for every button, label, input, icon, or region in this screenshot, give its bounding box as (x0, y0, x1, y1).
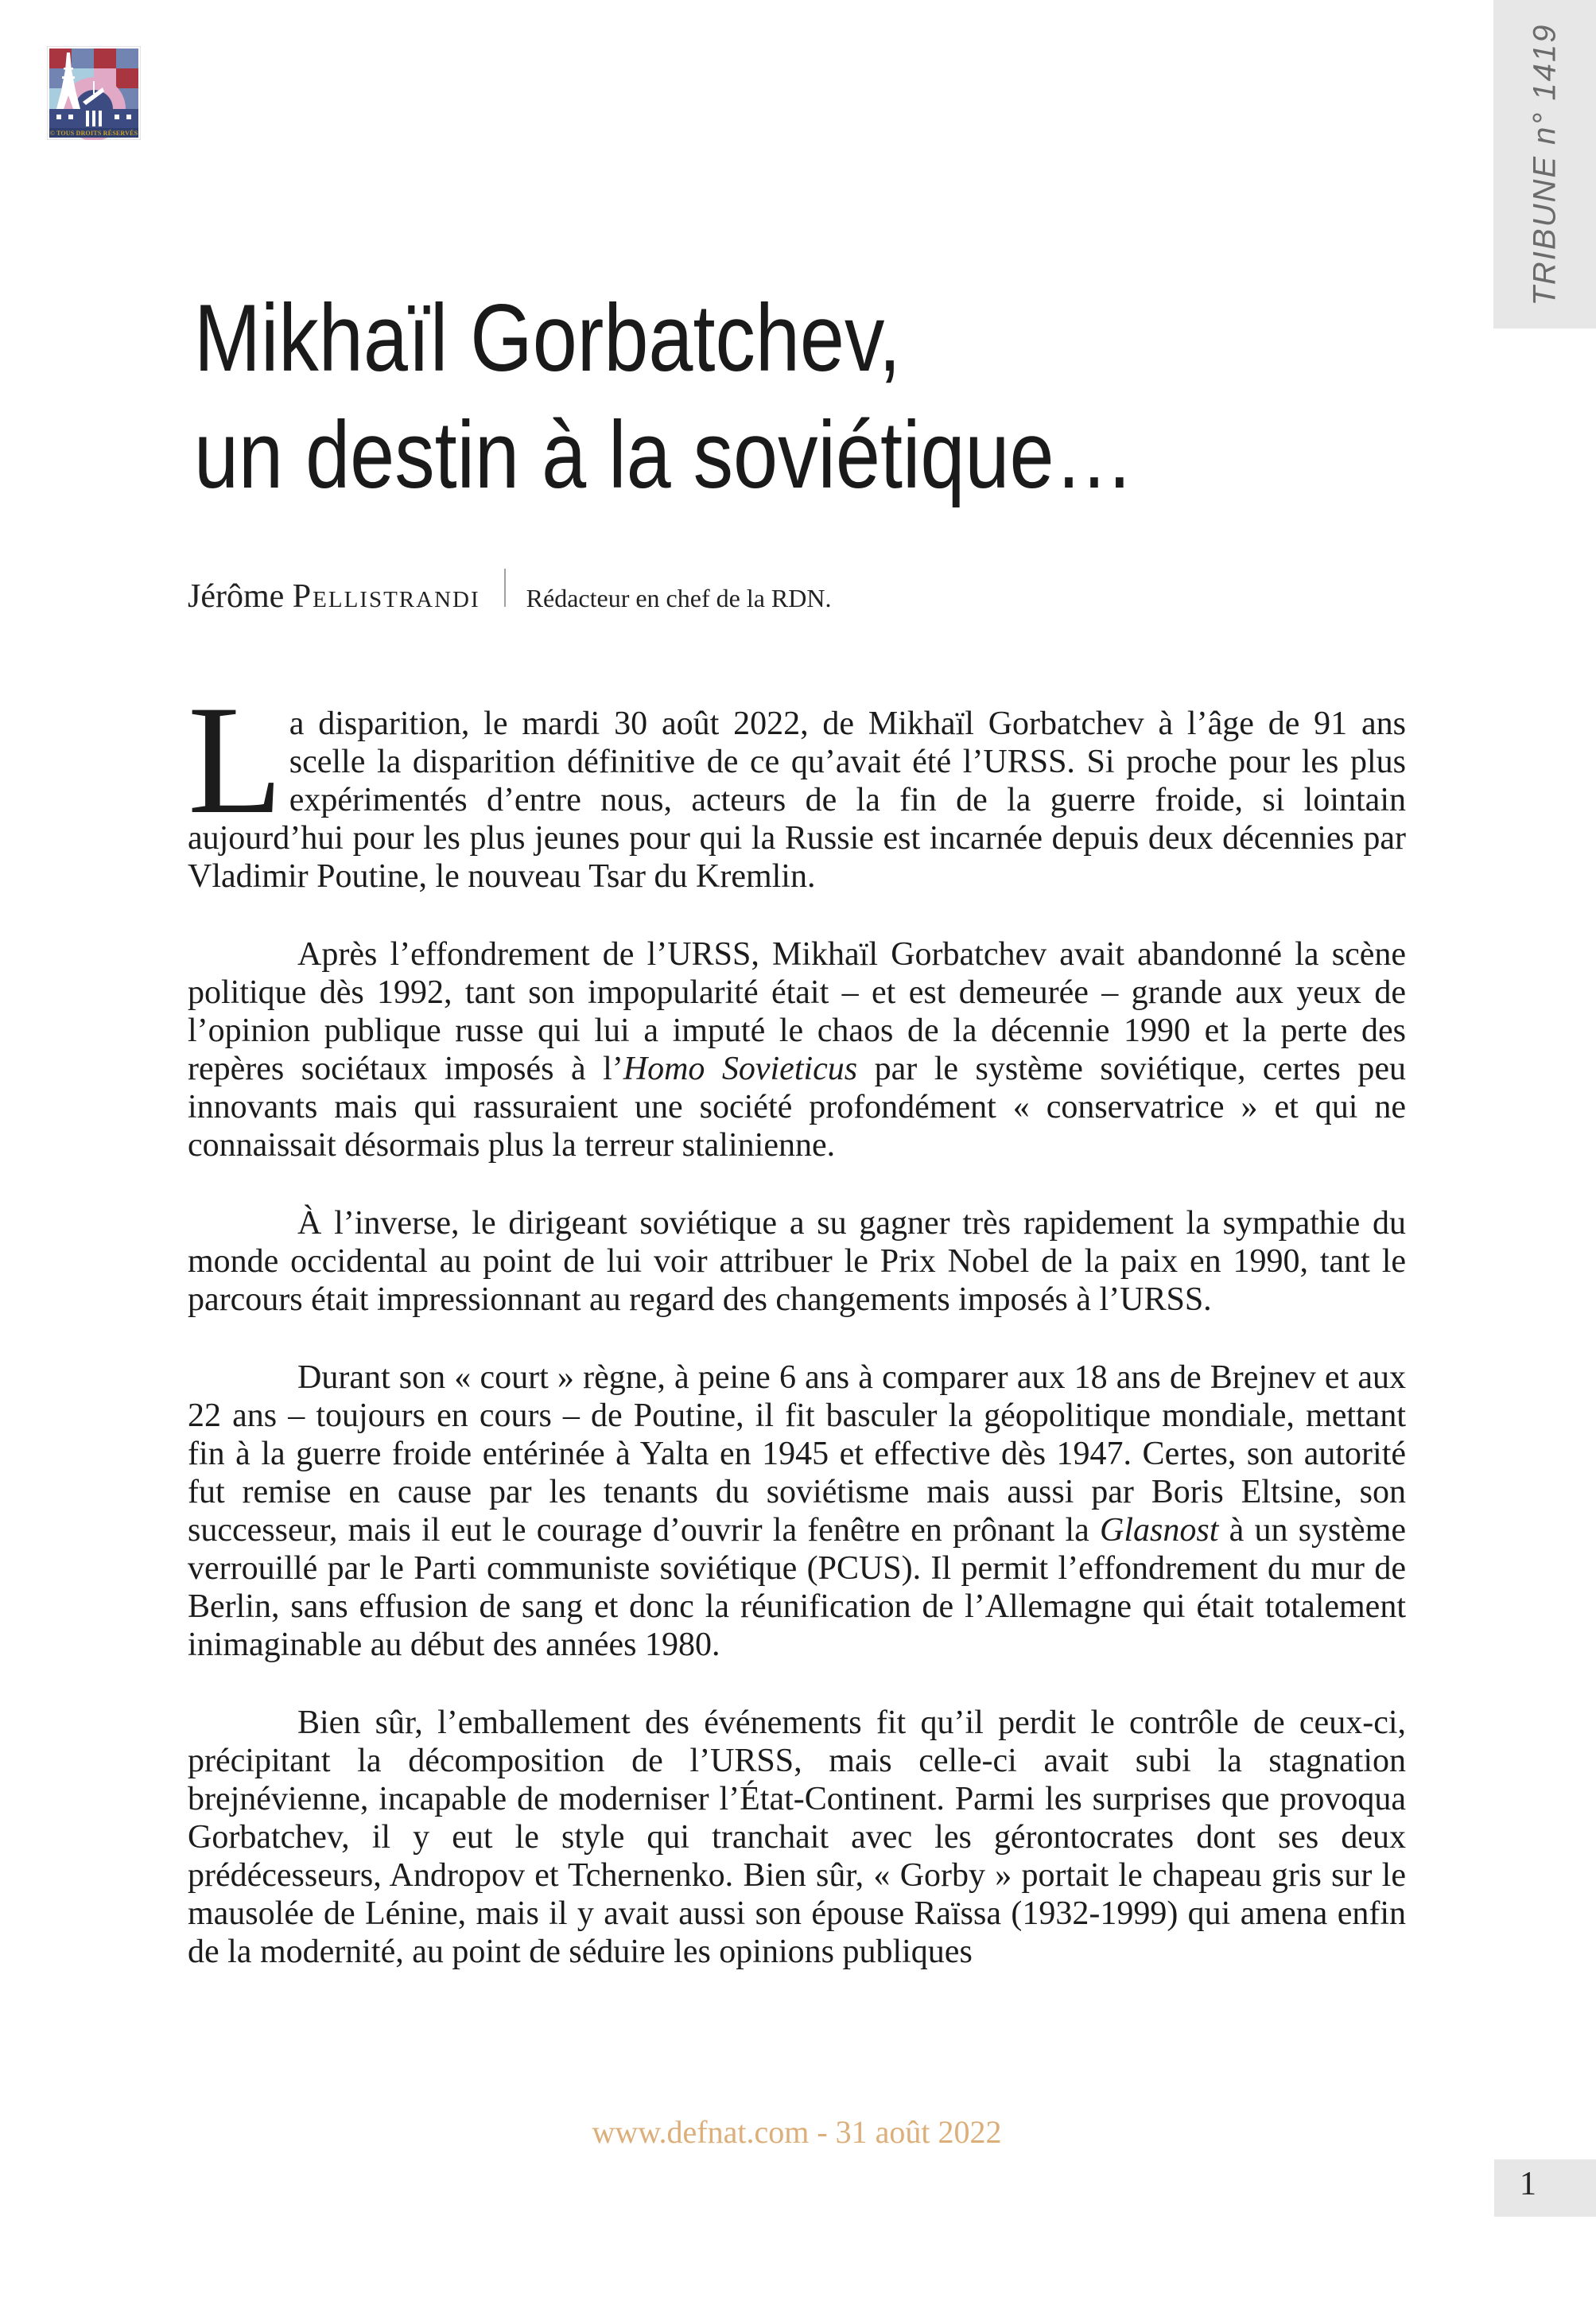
publisher-logo (47, 46, 141, 140)
paragraph-text: Durant son « court » règne, à peine 6 ans à comparer aux 18 ans de Brejnev et aux 22 ans – toujours en cours – de Poutine, il fit basculer la géopolitique mondiale, mettant fin à la guerre froide entérinée à Yalta en 1945 et effective dès 1947. Certes, son autorité fut remise en cause par les tenants du soviétisme mais aussi par Boris Eltsine, son successeur, mais il eut le courage d’ouvrir la fenêtre en prônant la (188, 1359, 1406, 1549)
paragraph-text: à un système verrouillé par le Parti communiste soviétique (PCUS). Il permit l’effondrement du mur de Berlin, sans effusion de sang et donc la réunification de l’Allemagne qui était totalement inimaginable au début des années 1980. (188, 1512, 1407, 1663)
article-paragraph (188, 1704, 1406, 1971)
paragraph-text: À l’inverse, le dirigeant soviétique a su gagner très rapidement la sympathie du monde occidental au point de lui voir attribuer le Prix Nobel de la paix en 1990, tant le parcours était impressionnant au regard des changements imposés à l’URSS. (188, 1205, 1406, 1318)
italic-term: Glasnost (1100, 1512, 1219, 1549)
author-last-name: Pellistrandi (292, 578, 480, 615)
paragraph-text: Après l’effondrement de l’URSS, Mikhaïl Gorbatchev avait abandonné la scène politique dès 1992, tant son impopularité était – et est demeurée – grande aux yeux de l’opinion publique russe qui lui a imputé le chaos de la décennie 1990 et la perte des repères sociétaux imposés à l’ (188, 936, 1406, 1087)
paragraph-text: a disparition, le mardi 30 août 2022, de Mikhaïl Gorbatchev à l’âge de 91 ans scelle la disparition définitive de ce qu’avait été l’URSS. Si proche pour les plus expérimentés d’entre nous, acteurs de la fin de la guerre froide, si lointain aujourd’hui pour les plus jeunes pour qui la Russie est incarnée depuis deux décennies par Vladimir Poutine, le nouveau Tsar du Kremlin. (188, 705, 1406, 895)
page-number: 1 (1520, 2166, 1536, 2202)
article-title-line1: Mikhaïl Gorbatchev, (194, 285, 901, 391)
article-paragraph (188, 674, 1406, 896)
tribune-banner-label: TRIBUNE n° 1419 (1527, 22, 1562, 306)
article-title (194, 280, 1134, 514)
byline (188, 569, 831, 613)
article-body (188, 674, 1407, 1971)
article-paragraph (188, 1204, 1406, 1319)
logo-copyright-text: © TOUS DROITS RÉSERVÉS (49, 130, 138, 137)
footer-url-date[interactable]: www.defnat.com - 31 août 2022 (592, 2114, 1002, 2150)
article-paragraph (188, 935, 1406, 1164)
author-name (188, 580, 480, 613)
author-first-name: Jérôme (188, 578, 293, 615)
publisher-logo-graphic (47, 46, 141, 140)
author-role: Rédacteur en chef de la RDN. (526, 584, 832, 612)
article-paragraph (188, 1358, 1406, 1664)
byline-separator (504, 569, 506, 607)
paragraph-text: Bien sûr, l’emballement des événements fit qu’il perdit le contrôle de ceux-ci, précipitant la décomposition de l’URSS, mais celle-ci avait subi la stagnation brejnévienne, incapable de moderniser l’État-Continent. Parmi les surprises que provoqua Gorbatchev, il y eut le style qui tranchait avec les gérontocrates dont ses deux prédécesseurs, Andropov et Tchernenko. Bien sûr, « Gorby » portait le chapeau gris sur le mausolée de Lénine, mais il y avait aussi son épouse Raïssa (1932-1999) qui amena enfin de la modernité, au point de séduire les opinions publiques (188, 1704, 1406, 1970)
drop-cap: L (188, 674, 283, 846)
italic-term: Homo Sovieticus (623, 1051, 858, 1087)
footer (188, 2113, 1406, 2151)
paragraph-text: par le système soviétique, certes peu innovants mais qui rassuraient une société profondément « conservatrice » et qui ne connaissait désormais plus la terreur stalinienne. (188, 1051, 1406, 1164)
article-title-line2: un destin à la soviétique… (194, 402, 1135, 508)
tribune-banner (1493, 0, 1596, 328)
page-number-box (1494, 2159, 1596, 2217)
